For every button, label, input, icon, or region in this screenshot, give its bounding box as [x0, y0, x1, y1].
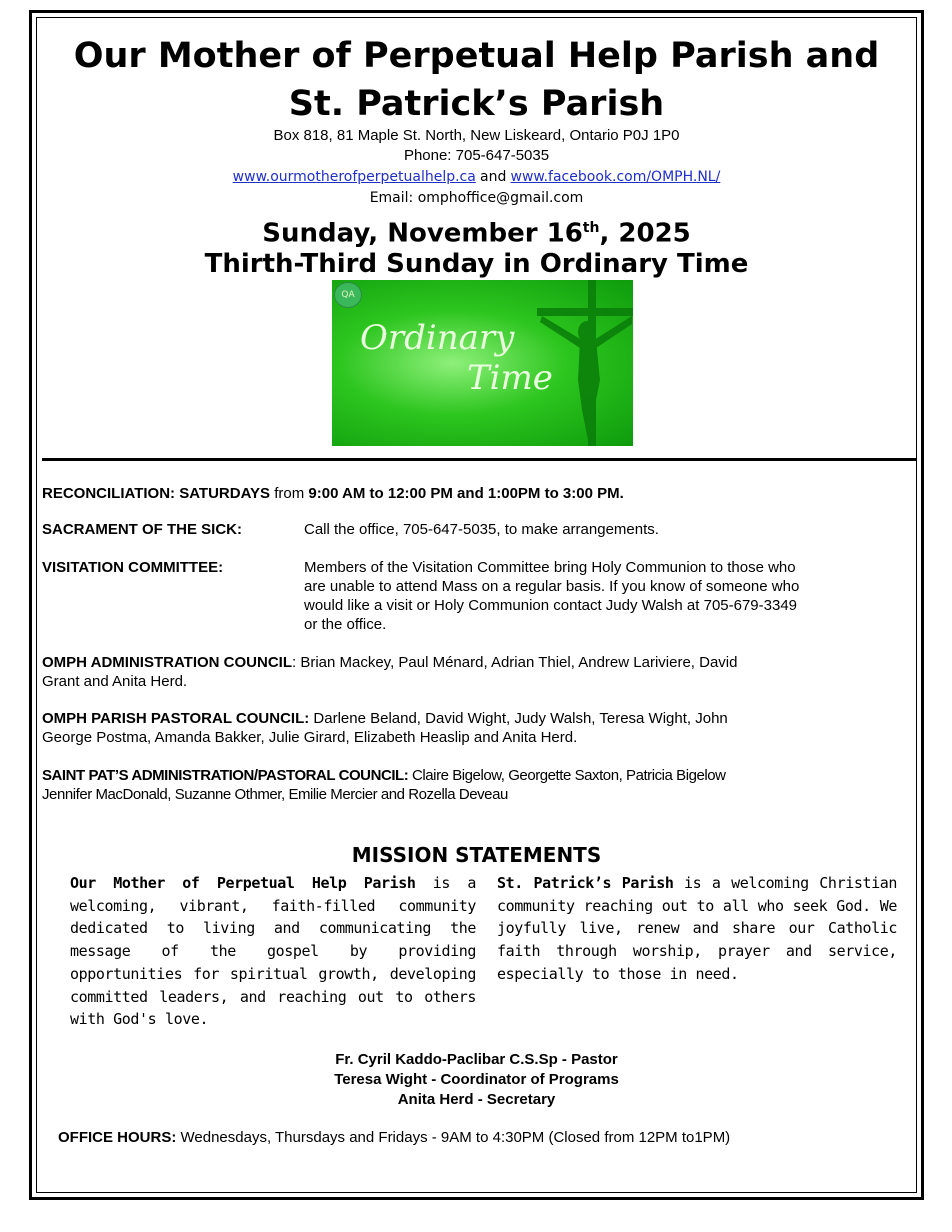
saint-pat-council: [42, 766, 922, 804]
saint-pat-council-label: SAINT PAT’S ADMINISTRATION/PASTORAL COUNCIL:: [42, 767, 409, 784]
stpat-mission-text: is a welcoming Christian community reaching out to all who seek God. We joyfully live, renew and share our Catholic faith through worship, prayer and service, especially to those in need.: [497, 874, 897, 983]
sick-label: SACRAMENT OF THE SICK:: [42, 521, 242, 538]
office-hours: [58, 1128, 918, 1147]
reconciliation-line: [42, 484, 916, 503]
visitation-line: or the office.: [304, 616, 387, 633]
pastoral-council-line2: George Postma, Amanda Bakker, Julie Girard, Elizabeth Heaslip and Anita Herd.: [42, 729, 578, 746]
pastoral-council-label: OMPH PARISH PASTORAL COUNCIL:: [42, 710, 310, 727]
admin-council-line1: : Brian Mackey, Paul Ménard, Adrian Thiel, Andrew Lariviere, David: [291, 654, 738, 671]
admin-council: [42, 653, 922, 691]
visitation-text: [304, 558, 924, 634]
mission-heading: MISSION STATEMENTS: [351, 843, 602, 867]
staff-pastor: Fr. Cyril Kaddo-Paclibar C.S.Sp - Pastor: [335, 1051, 618, 1068]
website-link[interactable]: www.ourmotherofperpetualhelp.ca: [232, 169, 476, 185]
sick-text: Call the office, 705-647-5035, to make arrangements.: [304, 521, 659, 538]
reconciliation-label: RECONCILIATION: SATURDAYS: [42, 485, 271, 502]
visitation-line: Members of the Visitation Committee bring Holy Communion to those who: [304, 559, 796, 576]
admin-council-label: OMPH ADMINISTRATION COUNCIL: [42, 654, 292, 671]
saint-pat-council-line1: Claire Bigelow, Georgette Saxton, Patricia Bigelow: [408, 767, 726, 784]
banner-text-line2: Time: [467, 358, 553, 398]
office-hours-label: OFFICE HOURS:: [58, 1129, 177, 1146]
date-suffix: th: [582, 220, 600, 236]
omph-mission: [70, 872, 476, 1031]
address: Box 818, 81 Maple St. North, New Liskeard, Ontario P0J 1P0: [273, 127, 680, 144]
date-main: Sunday, November 16: [262, 218, 583, 249]
email: Email: omphoffice@gmail.com: [369, 190, 584, 206]
staff-list: [36, 1050, 917, 1110]
ordinary-time-banner: [332, 280, 633, 446]
reconciliation-from: from: [274, 485, 305, 502]
stpat-mission: [497, 872, 897, 986]
visitation-line: are unable to attend Mass on a regular basis. If you know of someone who: [304, 578, 800, 595]
reconciliation-times: 9:00 AM to 12:00 PM and 1:00PM to 3:00 PM.: [308, 485, 624, 502]
pastoral-council-line1: Darlene Beland, David Wight, Judy Walsh, Teresa Wight, John: [309, 710, 728, 727]
staff-secretary: Anita Herd - Secretary: [397, 1091, 556, 1108]
occasion: Thirth-Third Sunday in Ordinary Time: [204, 249, 749, 279]
omph-mission-text: is a welcoming, vibrant, faith-filled community dedicated to living and communicating the message of the gospel by providing opportunities for spiritual growth, developing committed leaders, and reaching out to others with God's love.: [70, 874, 476, 1029]
section-divider: [42, 458, 916, 461]
stpat-mission-name: St. Patrick’s Parish: [497, 874, 674, 892]
links-line: [36, 167, 917, 187]
crucifix-icon: [332, 280, 633, 446]
parish-title-line2: St. Patrick’s Parish: [288, 84, 665, 124]
and-text: and: [480, 169, 507, 185]
omph-mission-name: Our Mother of Perpetual Help Parish: [70, 874, 416, 892]
staff-coordinator: Teresa Wight - Coordinator of Programs: [334, 1071, 619, 1088]
saint-pat-council-line2: Jennifer MacDonald, Suzanne Othmer, Emilie Mercier and Rozella Deveau: [42, 786, 508, 803]
pastoral-council: [42, 709, 922, 747]
banner-text-line1: Ordinary: [360, 318, 515, 358]
visitation-line: would like a visit or Holy Communion contact Judy Walsh at 705-679-3349: [304, 597, 798, 614]
parish-logo-icon: QA: [334, 282, 362, 308]
office-hours-text: Wednesdays, Thursdays and Fridays - 9AM to 4:30PM (Closed from 12PM to1PM): [176, 1129, 731, 1146]
date-year: , 2025: [599, 218, 691, 249]
parish-title-line1: Our Mother of Perpetual Help Parish and: [73, 36, 880, 76]
visitation-label: VISITATION COMMITTEE:: [42, 559, 224, 576]
facebook-link[interactable]: www.facebook.com/OMPH.NL/: [510, 169, 721, 185]
phone: Phone: 705-647-5035: [403, 147, 550, 164]
admin-council-line2: Grant and Anita Herd.: [42, 673, 188, 690]
